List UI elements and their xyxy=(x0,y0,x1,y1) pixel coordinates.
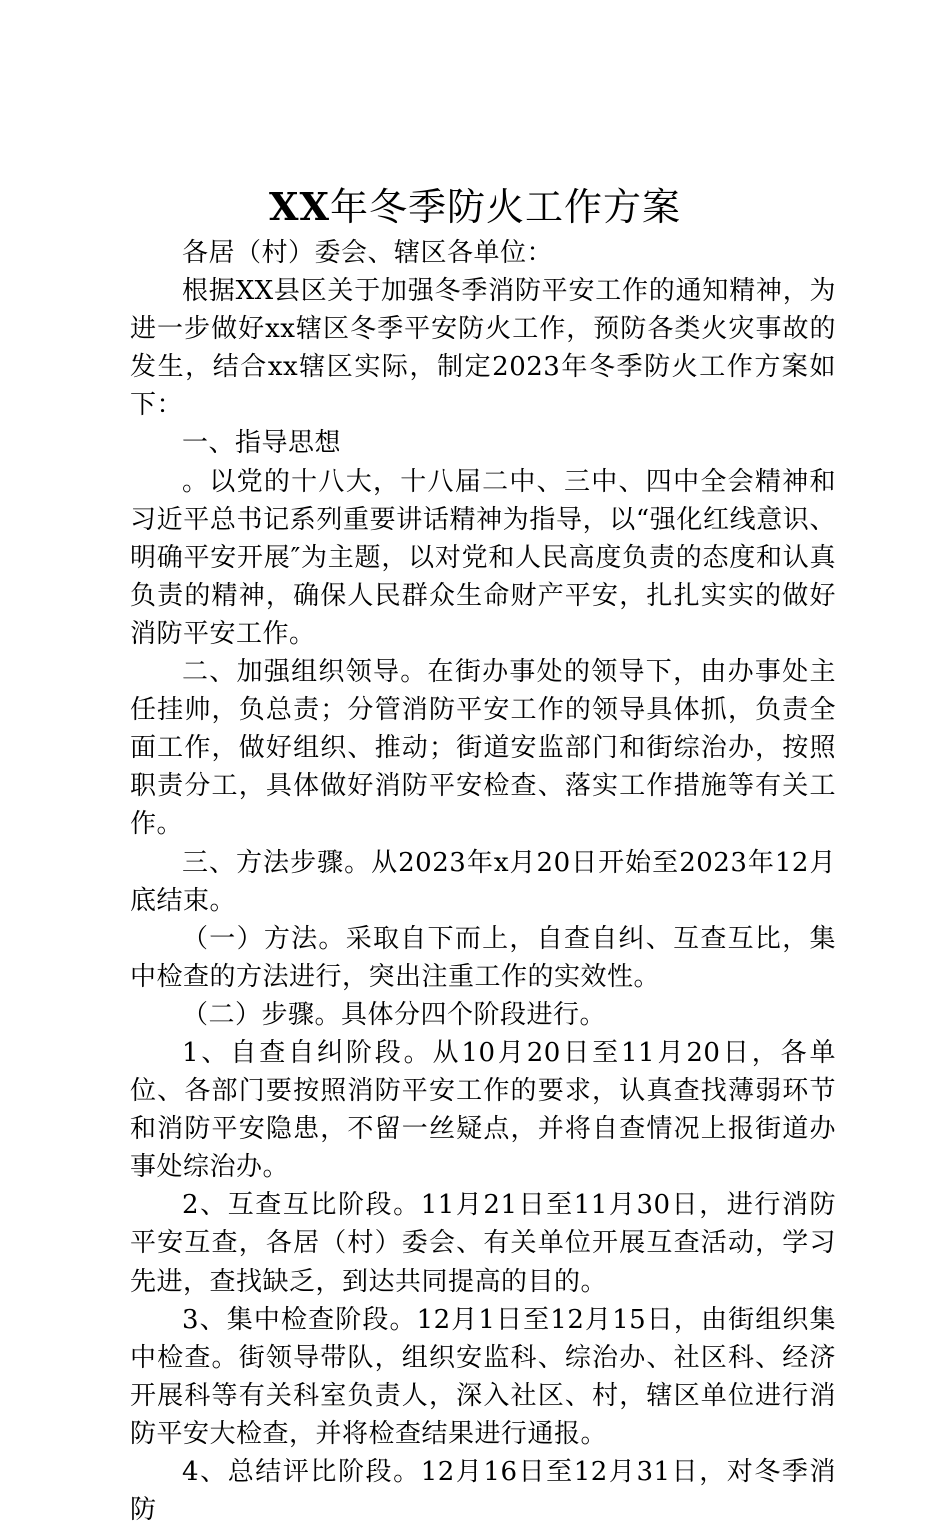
title-prefix: XX xyxy=(269,184,330,229)
salutation: 各居（村）委会、辖区各单位： xyxy=(182,238,554,268)
intro-paragraph: 根据XX县区关于加强冬季消防平安工作的通知精神，为进一步做好xx辖区冬季平安防火工作，预防各类火灾事故的发生，结合xx辖区实际，制定2023年冬季防火工作方案如下： xyxy=(130,276,836,421)
paragraph-method-steps: 三、方法步骤。从2023年x月20日开始至2023年12月底结束。 xyxy=(130,847,836,916)
paragraph-stage-3: 3、集中检查阶段。12月1日至12月15日，由街组织集中检查。街领导带队，组织安监科、综治办、社区科、经济开展科等有关科室负责人，深入社区、村，辖区单位进行消防平安大检查，并将检查结果进行通报。 xyxy=(130,1304,836,1449)
paragraph-steps: （二）步骤。具体分四个阶段进行。 xyxy=(182,999,607,1030)
title-text: 年冬季防火工作方案 xyxy=(329,185,681,229)
paragraph-method: （一）方法。采取自下而上，自查自纠、互查互比，集中检查的方法进行，突出注重工作的实效性。 xyxy=(130,923,836,992)
document-body xyxy=(130,234,836,1529)
paragraph-organization: 二、加强组织领导。在街办事处的领导下，由办事处主任挂帅，负总责；分管消防平安工作的领导具体抓，负责全面工作，做好组织、推动；街道安监部门和街综治办，按照职责分工，具体做好消防平安检查、落实工作措施等有关工作。 xyxy=(130,657,836,840)
document-title xyxy=(0,180,950,234)
paragraph-stage-2: 2、互查互比阶段。11月21日至11月30日，进行消防平安互查，各居（村）委会、有关单位开展互查活动，学习先进，查找缺乏，到达共同提高的目的。 xyxy=(130,1190,836,1297)
section-heading-guiding-thought: 一、指导思想 xyxy=(182,428,342,459)
paragraph-guiding-thought: 。以党的十八大，十八届二中、三中、四中全会精神和习近平总书记系列重要讲话精神为指导，以“强化红线意识、明确平安开展″为主题，以对党和人民高度负责的态度和认真负责的精神，确保人民群众生命财产平安，扎扎实实的做好消防平安工作。 xyxy=(130,466,836,649)
paragraph-stage-4: 4、总结评比阶段。12月16日至12月31日，对冬季消防 xyxy=(130,1457,836,1526)
paragraph-stage-1: 1、自查自纠阶段。从10月20日至11月20日，各单位、各部门要按照消防平安工作的要求，认真查找薄弱环节和消防平安隐患，不留一丝疑点，并将自查情况上报街道办事处综治办。 xyxy=(130,1037,836,1183)
